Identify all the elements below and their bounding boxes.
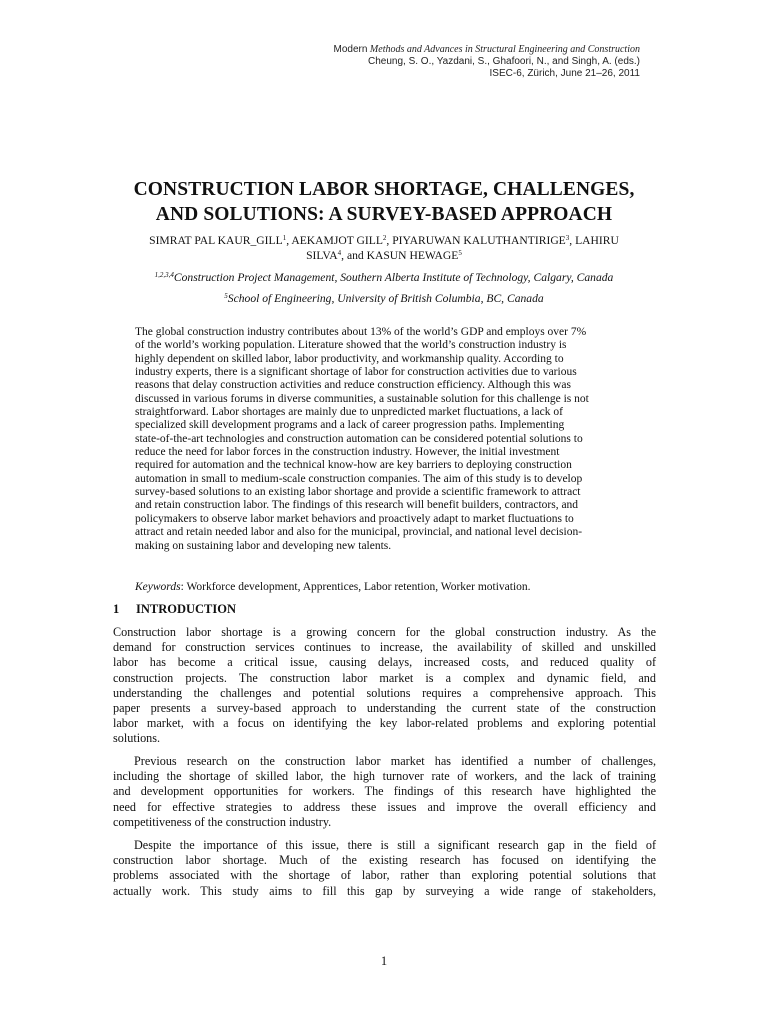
paragraph-line: labor has become a critical issue, causing delays, increased costs, and reduced quality of (113, 655, 656, 670)
author-3-affil: 3 (565, 234, 570, 242)
author-5: , and KASUN HEWAGE (341, 249, 459, 262)
abstract-line: reasons that delay construction activities and reduce construction efficiency. Although this was (135, 379, 571, 392)
author-4-first: , LAHIRU (569, 234, 619, 247)
author-5-affil: 5 (458, 249, 462, 257)
paragraph-line: paper presents a survey-based approach to understanding the current state of the construction (113, 701, 656, 716)
header-editors: Cheung, S. O., Yazdani, S., Ghafoori, N., and Singh, A. (eds.) (367, 56, 640, 67)
abstract-line: reduce the need for labor forces in the construction industry. However, the initial investment (135, 446, 560, 459)
header-series-title: Methods and Advances in Structural Engineering and Construction (367, 44, 640, 55)
page-number: 1 (380, 954, 388, 968)
paragraph-line: problems associated with the shortage of labor, rather than exploring potential solutions that (113, 868, 656, 883)
affiliation-2 (96, 292, 672, 306)
abstract-line: highly dependent on skilled labor, labor productivity, and workmanship quality. According to (135, 352, 564, 365)
abstract (135, 326, 635, 553)
author-4-affil: 4 (337, 249, 342, 257)
paragraph-line: labor market, with a focus on identifying the key labor-related problems and exploring potential (113, 716, 656, 731)
author-list (96, 233, 672, 263)
paragraph-line: understanding the challenges and potential solutions requires a comprehensive approach. This (113, 685, 656, 700)
keywords-label: Keywords (135, 581, 181, 593)
abstract-line: required for automation and the technical know-how are key barriers to deploying construction (135, 459, 572, 472)
affiliation-1-text: Construction Project Management, Southern Alberta Institute of Technology, Calgary, Canada (173, 271, 614, 284)
paragraph-line: and development opportunities for workers. The findings of this research have highlighted the (113, 784, 656, 799)
running-header (220, 44, 640, 80)
author-2: , AEKAMJOT GILL (286, 234, 383, 247)
abstract-line: industry experts, there is a significant shortage of labor for construction activities due to various (135, 366, 577, 379)
author-2-affil: 2 (382, 234, 387, 242)
header-series-prefix: Modern (333, 44, 368, 55)
paper-title (96, 177, 672, 227)
abstract-line: state-of-the-art technologies and construction automation can be considered potential solutions to (135, 432, 583, 445)
abstract-line: attract and retain needed labor and also for the municipal, provincial, and national level decision- (135, 526, 583, 539)
affiliation-2-marker: 5 (224, 292, 228, 300)
paragraph-line: construction labor shortage. Much of the existing research has focused on identifying the (113, 853, 656, 868)
section-heading-introduction (113, 601, 236, 617)
header-conference: ISEC-6, Zürich, June 21–26, 2011 (489, 68, 640, 79)
abstract-line: making on sustaining labor and developing new talents. (135, 539, 392, 552)
abstract-line: of the world’s working population. Literature showed that the world’s construction industry is (135, 339, 567, 352)
affiliation-1 (96, 271, 672, 285)
abstract-line: straightforward. Labor shortages are mainly due to unpredicted market fluctuations, a lack of (135, 406, 563, 419)
paragraph-3 (113, 838, 656, 899)
title-line-1: CONSTRUCTION LABOR SHORTAGE, CHALLENGES, (133, 179, 635, 200)
author-line-2 (96, 248, 672, 263)
affiliation-2-text: School of Engineering, University of British Columbia, BC, Canada (227, 292, 544, 305)
author-1-affil: 1 (282, 234, 287, 242)
affiliation-1-marker: 1,2,3,4 (154, 271, 174, 279)
keywords-text: : Workforce development, Apprentices, Labor retention, Worker motivation. (180, 581, 531, 593)
header-series-line (220, 44, 640, 56)
section-title: INTRODUCTION (136, 602, 237, 616)
abstract-line: and retain construction labor. The findings of this research will benefit builders, contractors, and (135, 499, 579, 512)
paragraph-2 (113, 754, 656, 830)
paragraph-1 (113, 625, 656, 747)
abstract-line: policymakers to observe labor market behaviors and proactively adapt to market fluctuations to (135, 512, 574, 525)
paragraph-line: competitiveness of the construction industry. (113, 814, 332, 829)
paragraph-line: solutions. (113, 731, 161, 746)
paragraph-line: Despite the importance of this issue, there is still a significant research gap in the field of (134, 838, 656, 852)
paragraph-line: demand for construction services continues to increase, the availability of skilled and unskilled (113, 640, 656, 655)
paragraph-line: need for effective strategies to address these issues and improve the overall efficiency and (113, 799, 656, 814)
abstract-line: discussed in various forums in diverse communities, a sustainable solution for this challenge is not (135, 392, 589, 405)
author-4-last: SILVA (306, 249, 338, 262)
paragraph-line: construction projects. The construction labor market is a complex and dynamic field, and (113, 670, 656, 685)
paragraph-line: Previous research on the construction labor market has identified a number of challenges, (134, 754, 656, 768)
section-number: 1 (113, 602, 120, 616)
abstract-line: automation in small to medium-scale construction companies. The aim of this study is to develop (135, 472, 583, 485)
paragraph-line: Construction labor shortage is a growing concern for the global construction industry. As the (113, 625, 656, 639)
keywords (135, 580, 635, 594)
paragraph-line: actually work. This study aims to fill this gap by surveying a wide range of stakeholders, (113, 883, 656, 898)
author-1: SIMRAT PAL KAUR_GILL (149, 234, 283, 247)
title-line-2: AND SOLUTIONS: A SURVEY-BASED APPROACH (155, 204, 613, 225)
abstract-line: survey-based solutions to an existing labor shortage and provide a scientific framework to attract (135, 486, 581, 499)
abstract-line: specialized skill development programs and a lack of career progression paths. Implementing (135, 419, 565, 432)
abstract-line: The global construction industry contributes about 13% of the world’s GDP and employs over 7% (135, 326, 587, 338)
paragraph-line: including the shortage of skilled labor, the high turnover rate of workers, and the lack of training (113, 769, 656, 784)
author-3: , PIYARUWAN KALUTHANTIRIGE (386, 234, 566, 247)
author-line-1 (96, 233, 672, 248)
